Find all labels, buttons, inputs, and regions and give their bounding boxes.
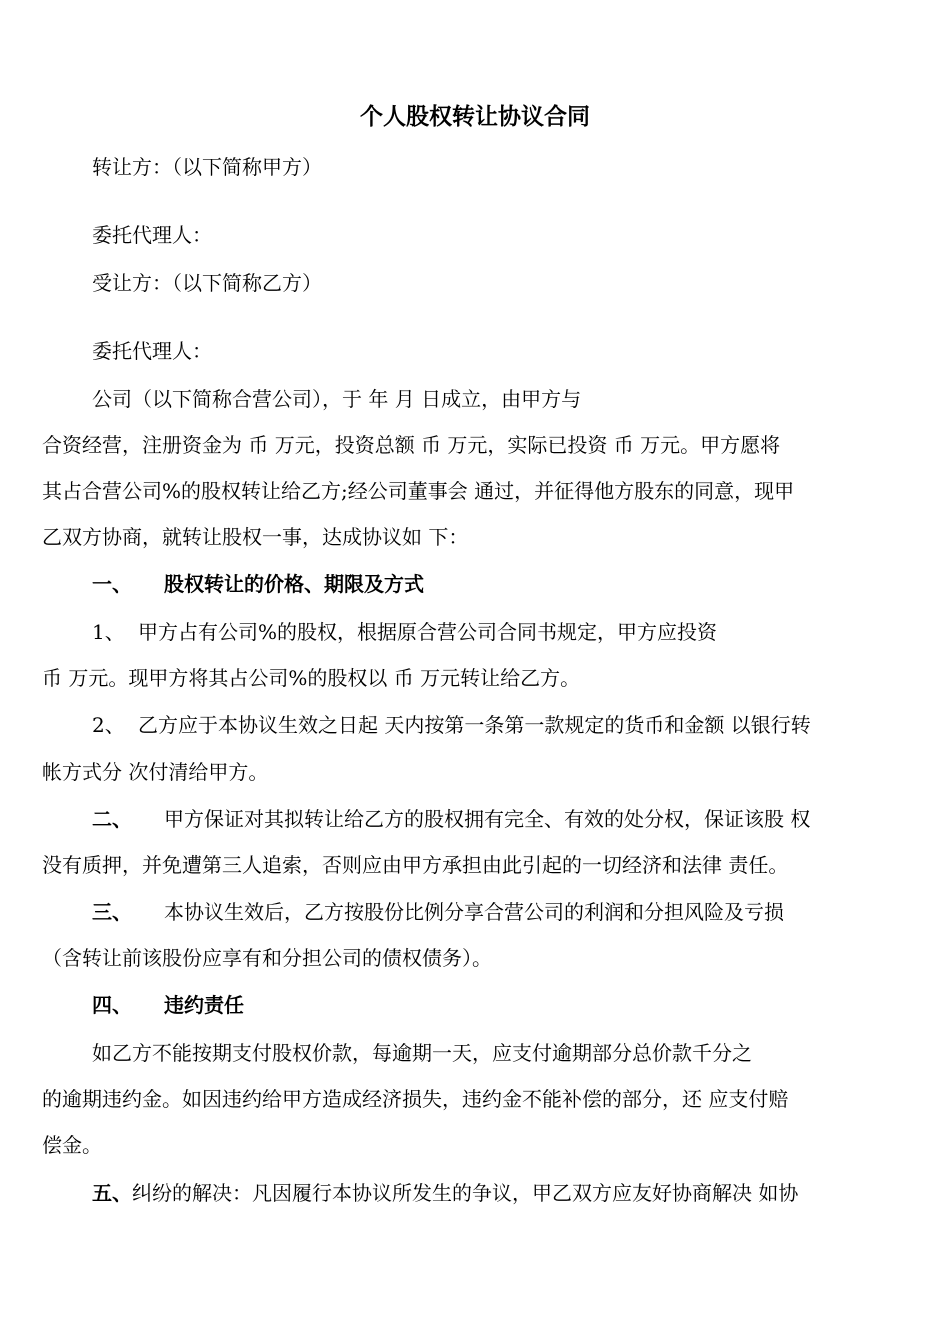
clause-number: 1、 [92,620,125,644]
clause-text: 甲方占有公司%的股权，根据原合营公司合同书规定，甲方应投资 [138,620,718,644]
clause-number: 2、 [92,713,125,737]
intro-line: 其占合营公司%的股权转让给乙方;经公司董事会 通过，并征得他方股东的同意，现甲 [42,479,795,503]
section-3 [92,899,784,925]
section-number: 四、 [92,993,132,1017]
section-5 [92,1180,798,1206]
clause-line: 币 万元。现甲方将其占公司%的股权以 币 万元转让给乙方。 [42,666,581,690]
section-1-heading [92,571,424,597]
section-line: （含转让前该股份应享有和分担公司的债权债务）。 [42,946,492,970]
section-number: 一、 [92,572,132,596]
intro-line: 合资经营，注册资金为 币 万元，投资总额 币 万元，实际已投资 币 万元。甲方愿将 [42,433,781,457]
intro-line: 乙双方协商，就转让股权一事，达成协议如 下： [42,525,469,549]
section-title: 股权转让的价格、期限及方式 [164,572,424,596]
transferor-line: 转让方：（以下简称甲方） [92,155,322,179]
section-number: 二、 [92,807,132,831]
section-4-body-line: 的逾期违约金。如因违约给甲方造成经济损失，违约金不能补偿的部分，还 应支付赔 [42,1087,789,1111]
section-number: 五、 [92,1181,132,1205]
clause-text: 乙方应于本协议生效之日起 天内按第一条第一款规定的货币和金额 以银行转 [138,713,811,737]
clause-line: 帐方式分 次付清给甲方。 [42,760,269,784]
section-4-heading [92,992,244,1018]
section-line: 没有质押，并免遭第三人追索，否则应由甲方承担由此引起的一切经济和法律 责任。 [42,853,789,877]
clause-1-2 [92,712,811,738]
section-number: 三、 [92,900,132,924]
clause-1-1 [92,619,717,645]
intro-line: 公司（以下简称合营公司），于 年 月 日成立，由甲方与 [92,387,582,411]
page-title: 个人股权转让协议合同 [360,104,590,130]
section-text: 纠纷的解决：凡因履行本协议所发生的争议，甲乙双方应友好协商解决 如协 [132,1181,799,1205]
section-title: 违约责任 [164,993,244,1017]
section-4-body-line: 如乙方不能按期支付股权价款，每逾期一天，应支付逾期部分总价款千分之 [92,1041,752,1065]
agent-line-1: 委托代理人： [92,223,212,247]
section-text: 本协议生效后，乙方按股份比例分享合营公司的利润和分担风险及亏损 [164,900,784,924]
transferee-line: 受让方：（以下简称乙方） [92,271,322,295]
section-2 [92,806,810,832]
section-text: 甲方保证对其拟转让给乙方的股权拥有完全、有效的处分权，保证该股 权 [164,807,811,831]
agent-line-2: 委托代理人： [92,339,212,363]
section-4-body-line: 偿金。 [42,1133,102,1157]
